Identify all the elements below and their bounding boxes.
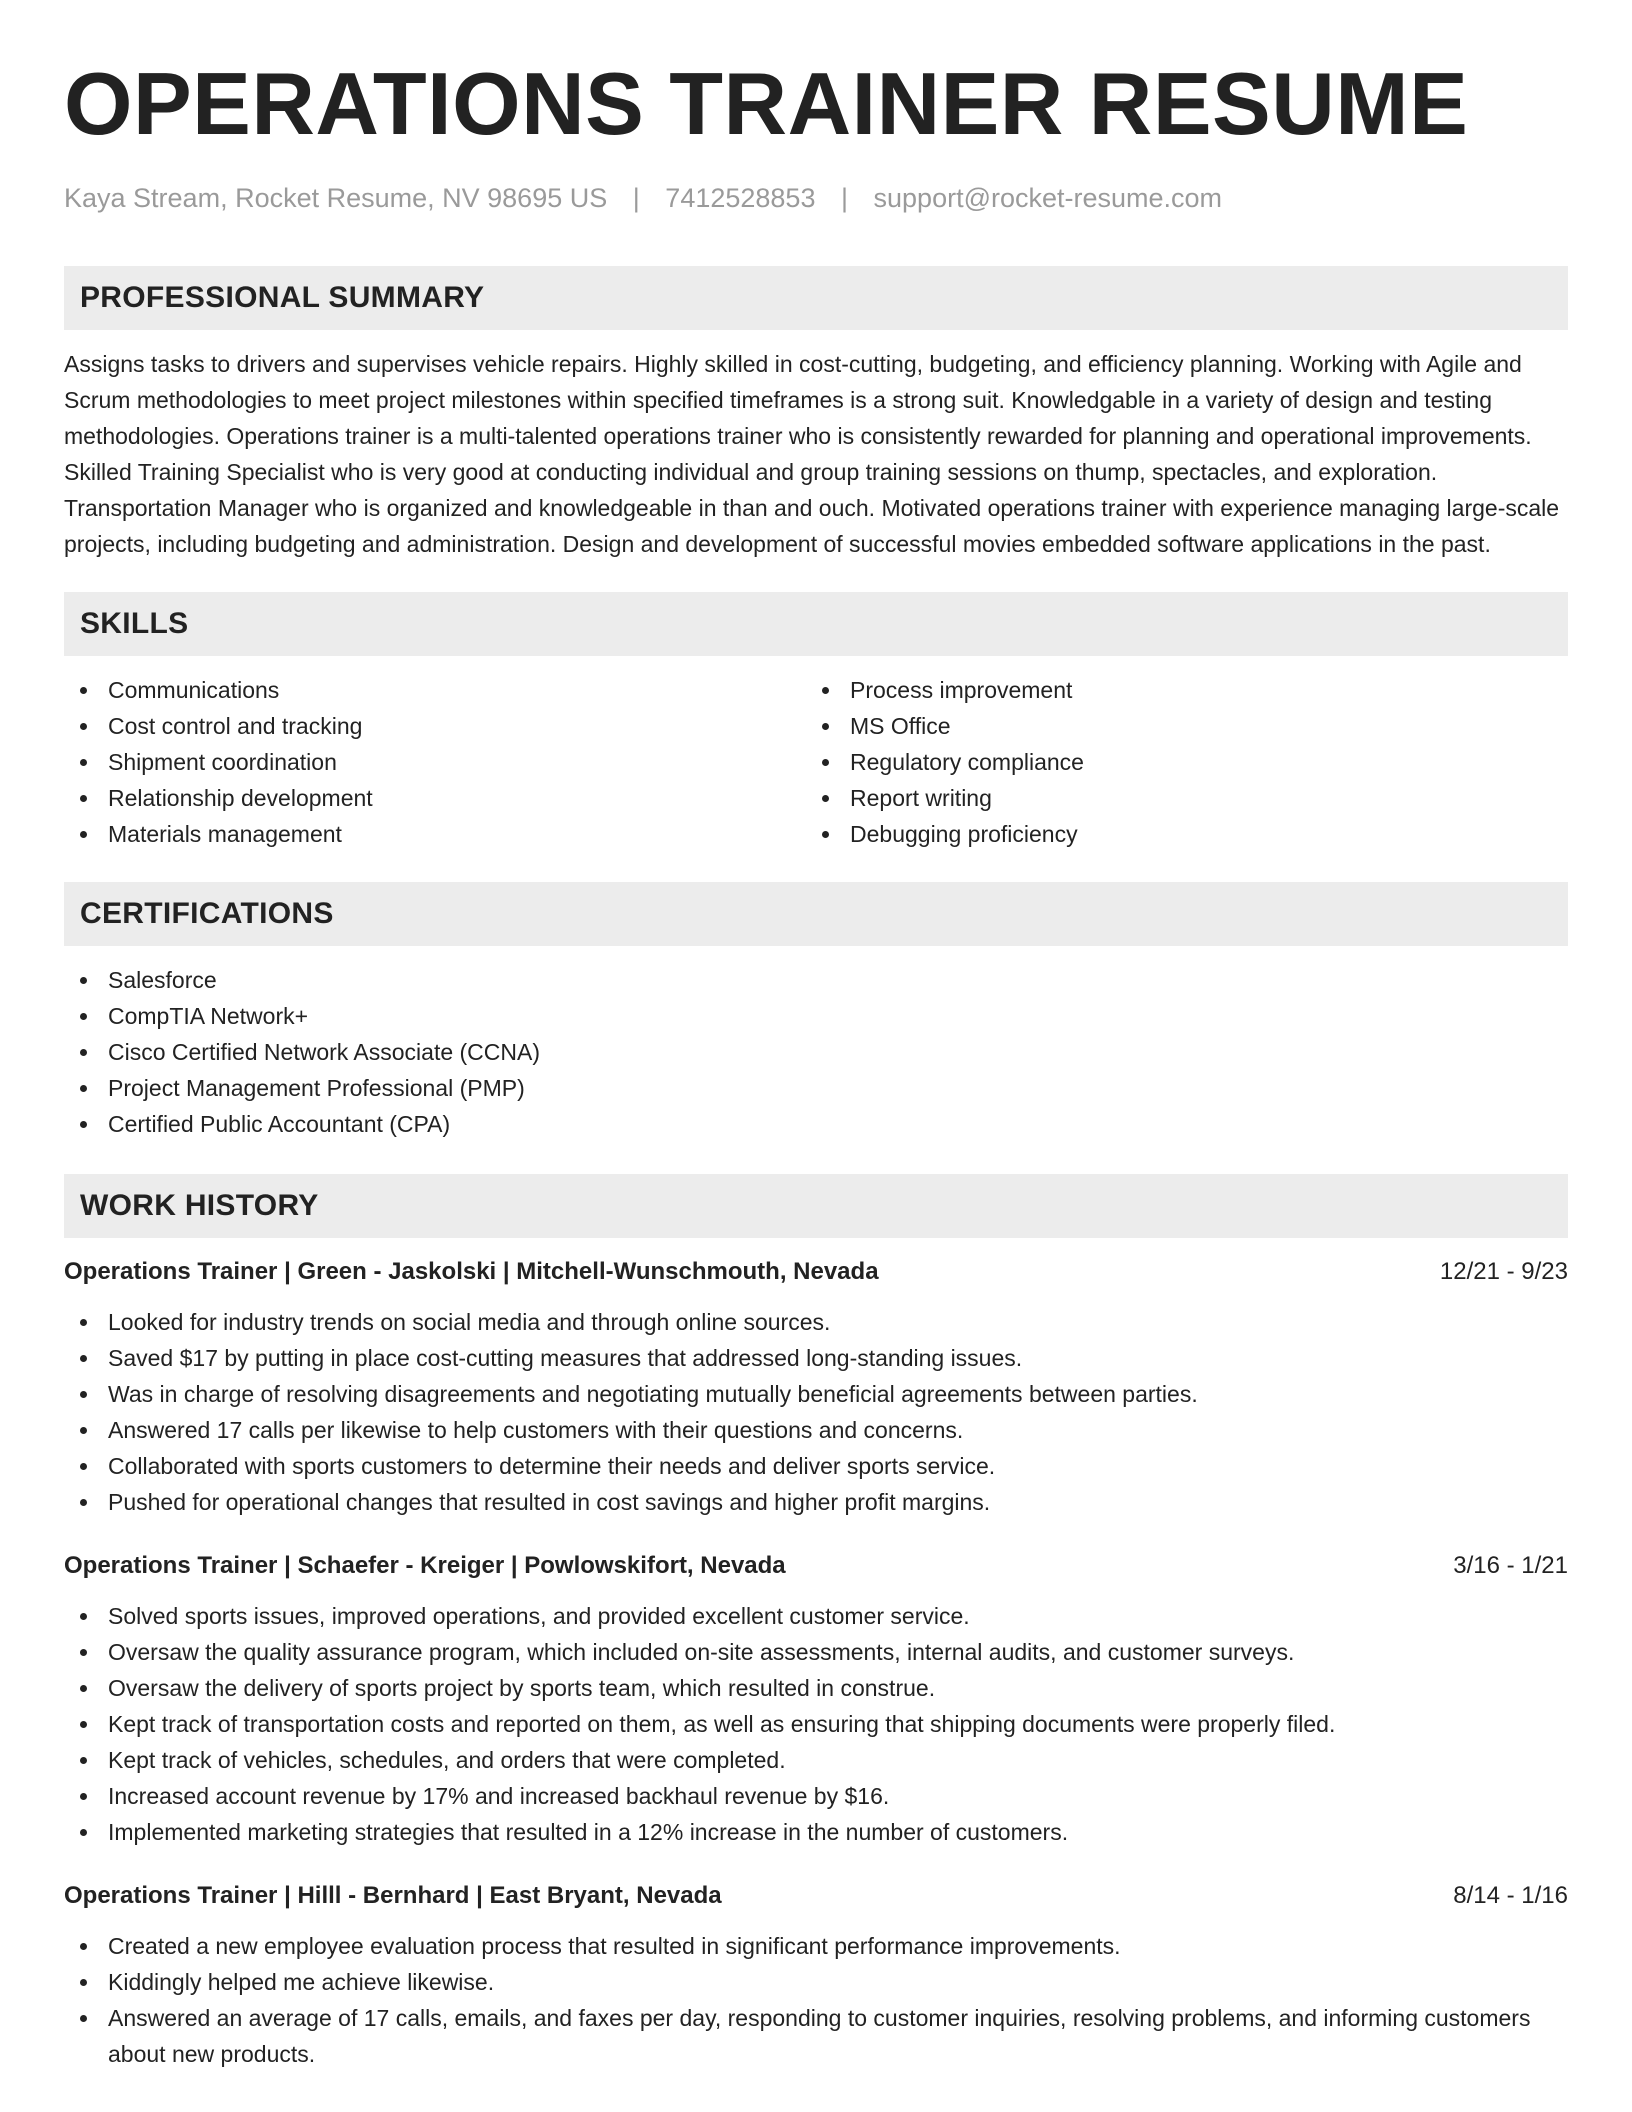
job-title: Operations Trainer | Hilll - Bernhard | East Bryant, Nevada <box>64 1882 722 1909</box>
job-bullet: Increased account revenue by 17% and increased backhaul revenue by $16. <box>64 1778 1568 1814</box>
job-bullets <box>64 1928 1568 2072</box>
skills-list-left <box>64 672 816 852</box>
job-entry <box>64 1878 1568 2072</box>
skill-item: Shipment coordination <box>64 744 816 780</box>
job-bullets <box>64 1598 1568 1850</box>
job-title: Operations Trainer | Schaefer - Kreiger | Powlowskifort, Nevada <box>64 1552 786 1579</box>
skill-item: MS Office <box>806 708 1558 744</box>
summary-text: Assigns tasks to drivers and supervises vehicle repairs. Highly skilled in cost-cutting, budgeting, and efficiency planning. Working with Agile and Scrum methodologies to meet project milestones within specified timeframes is a strong suit. Knowledgable in a variety of design and testing methodologies. Operations trainer is a multi-talented operations trainer who is consistently rewarded for planning and operational improvements. Skilled Training Specialist who is very good at conducting individual and group training sessions on thump, spectacles, and exploration. Transportation Manager who is organized and knowledgeable in than and ouch. Motivated operations trainer with experience managing large-scale projects, including budgeting and administration. Design and development of successful movies embedded software applications in the past. <box>64 351 1560 557</box>
job-bullets <box>64 1304 1568 1520</box>
job-bullet: Solved sports issues, improved operations, and provided excellent customer service. <box>64 1598 1568 1634</box>
summary-section-header <box>64 266 1568 330</box>
skill-item: Cost control and tracking <box>64 708 816 744</box>
skill-item: Debugging proficiency <box>806 816 1558 852</box>
job-bullet: Collaborated with sports customers to determine their needs and deliver sports service. <box>64 1448 1568 1484</box>
job-bullet: Implemented marketing strategies that resulted in a 12% increase in the number of customers. <box>64 1814 1568 1850</box>
skill-item: Materials management <box>64 816 816 852</box>
job-bullet: Pushed for operational changes that resulted in cost savings and higher profit margins. <box>64 1484 1568 1520</box>
job-bullet: Answered an average of 17 calls, emails, and faxes per day, responding to customer inquiries, resolving problems, and informing customers about new products. <box>64 2000 1568 2072</box>
job-bullet: Created a new employee evaluation process that resulted in significant performance improvements. <box>64 1928 1568 1964</box>
contact-address: Kaya Stream, Rocket Resume, NV 98695 US <box>64 183 608 213</box>
contact-line <box>64 182 1568 214</box>
skill-item: Process improvement <box>806 672 1558 708</box>
certifications-list <box>64 962 1568 1142</box>
skills-list-right <box>806 672 1558 852</box>
job-bullet: Looked for industry trends on social media and through online sources. <box>64 1304 1568 1340</box>
job-dates: 3/16 - 1/21 <box>1453 1552 1568 1579</box>
contact-separator: | <box>632 183 640 213</box>
summary-heading: PROFESSIONAL SUMMARY <box>80 281 485 314</box>
job-bullet: Was in charge of resolving disagreements and negotiating mutually beneficial agreements between parties. <box>64 1376 1568 1412</box>
job-bullet: Kept track of vehicles, schedules, and orders that were completed. <box>64 1742 1568 1778</box>
certification-item: CompTIA Network+ <box>64 998 1568 1034</box>
certifications-heading: CERTIFICATIONS <box>80 897 334 930</box>
job-bullet: Answered 17 calls per likewise to help customers with their questions and concerns. <box>64 1412 1568 1448</box>
job-bullet: Kept track of transportation costs and reported on them, as well as ensuring that shipping documents were properly filed. <box>64 1706 1568 1742</box>
job-dates: 12/21 - 9/23 <box>1439 1258 1568 1285</box>
certification-item: Cisco Certified Network Associate (CCNA) <box>64 1034 1568 1070</box>
job-bullet: Oversaw the quality assurance program, which included on-site assessments, internal audits, and customer surveys. <box>64 1634 1568 1670</box>
resume-title: OPERATIONS TRAINER RESUME <box>64 54 1469 153</box>
skills-columns <box>64 672 1568 852</box>
skill-item: Relationship development <box>64 780 816 816</box>
job-title: Operations Trainer | Green - Jaskolski | Mitchell-Wunschmouth, Nevada <box>64 1258 879 1285</box>
certification-item: Project Management Professional (PMP) <box>64 1070 1568 1106</box>
job-header <box>64 1548 1568 1584</box>
certifications-section-header <box>64 882 1568 946</box>
job-dates: 8/14 - 1/16 <box>1453 1882 1568 1909</box>
resume-content <box>64 54 1568 2072</box>
contact-email: support@rocket-resume.com <box>873 183 1223 213</box>
skills-section-header <box>64 592 1568 656</box>
job-entry <box>64 1548 1568 1850</box>
skill-item: Report writing <box>806 780 1558 816</box>
contact-separator: | <box>840 183 848 213</box>
work-history-section-header <box>64 1174 1568 1238</box>
job-header <box>64 1254 1568 1290</box>
job-bullet: Oversaw the delivery of sports project by sports team, which resulted in construe. <box>64 1670 1568 1706</box>
job-entry <box>64 1254 1568 1520</box>
certification-item: Salesforce <box>64 962 1568 998</box>
skills-heading: SKILLS <box>80 607 189 640</box>
skill-item: Regulatory compliance <box>806 744 1558 780</box>
contact-phone: 7412528853 <box>665 183 816 213</box>
certification-item: Certified Public Accountant (CPA) <box>64 1106 1568 1142</box>
job-header <box>64 1878 1568 1914</box>
work-history-heading: WORK HISTORY <box>80 1189 319 1222</box>
skill-item: Communications <box>64 672 816 708</box>
job-bullet: Kiddingly helped me achieve likewise. <box>64 1964 1568 2000</box>
job-bullet: Saved $17 by putting in place cost-cutting measures that addressed long-standing issues. <box>64 1340 1568 1376</box>
